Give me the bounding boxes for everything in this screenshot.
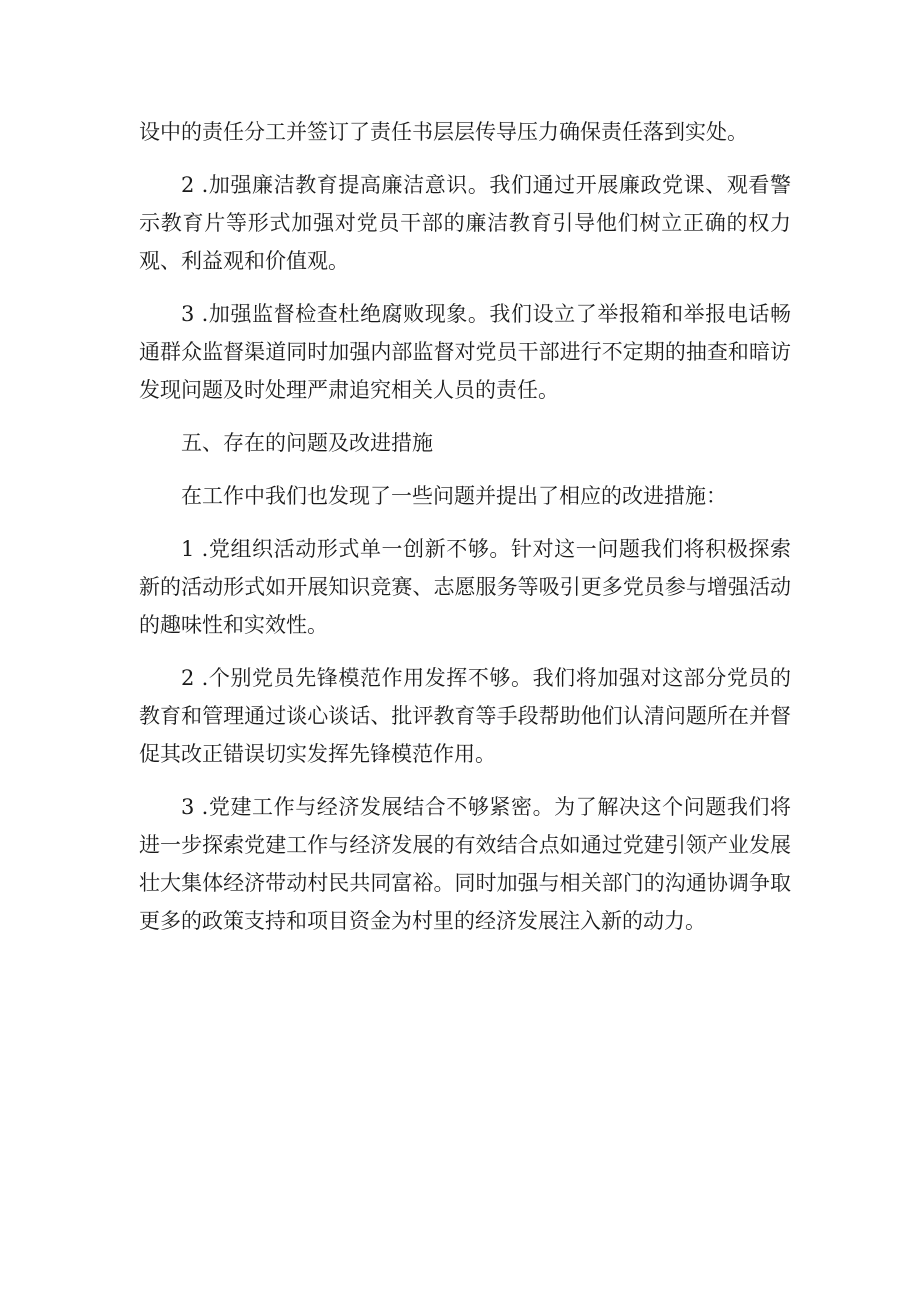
paragraph-item-3-supervision: 3 .加强监督检查杜绝腐败现象。我们设立了举报箱和举报电话畅通群众监督渠道同时加强内部监督对党员干部进行不定期的抽查和暗访发现问题及时处理严肃追究相关人员的责任。 [139,302,791,402]
paragraph-item-2-integrity-education: 2 .加强廉洁教育提高廉洁意识。我们通过开展廉政党课、观看警示教育片等形式加强对党员干部的廉洁教育引导他们树立正确的权力观、利益观和价值观。 [139,173,791,273]
paragraph-continuation: 设中的责任分工并签订了责任书层层传导压力确保责任落到实处。 [139,120,748,144]
paragraph-intro-problems: 在工作中我们也发现了一些问题并提出了相应的改进措施： [181,484,727,508]
paragraph-problem-3: 3 .党建工作与经济发展结合不够紧密。为了解决这个问题我们将进一步探索党建工作与经济发展的有效结合点如通过党建引领产业发展壮大集体经济带动村民共同富裕。同时加强与相关部门的沟通协调争取更多的政策支持和项目资金为村里的经济发展注入新的动力。 [139,795,791,933]
section-heading-problems: 五、存在的问题及改进措施 [181,431,433,455]
paragraph-problem-2: 2 .个别党员先锋模范作用发挥不够。我们将加强对这部分党员的教育和管理通过谈心谈话、批评教育等手段帮助他们认清问题所在并督促其改正错误切实发挥先锋模范作用。 [139,666,791,766]
document-body [139,113,791,955]
paragraph-problem-1: 1 .党组织活动形式单一创新不够。针对这一问题我们将积极探索新的活动形式如开展知识竞赛、志愿服务等吸引更多党员参与增强活动的趣味性和实效性。 [139,537,791,637]
